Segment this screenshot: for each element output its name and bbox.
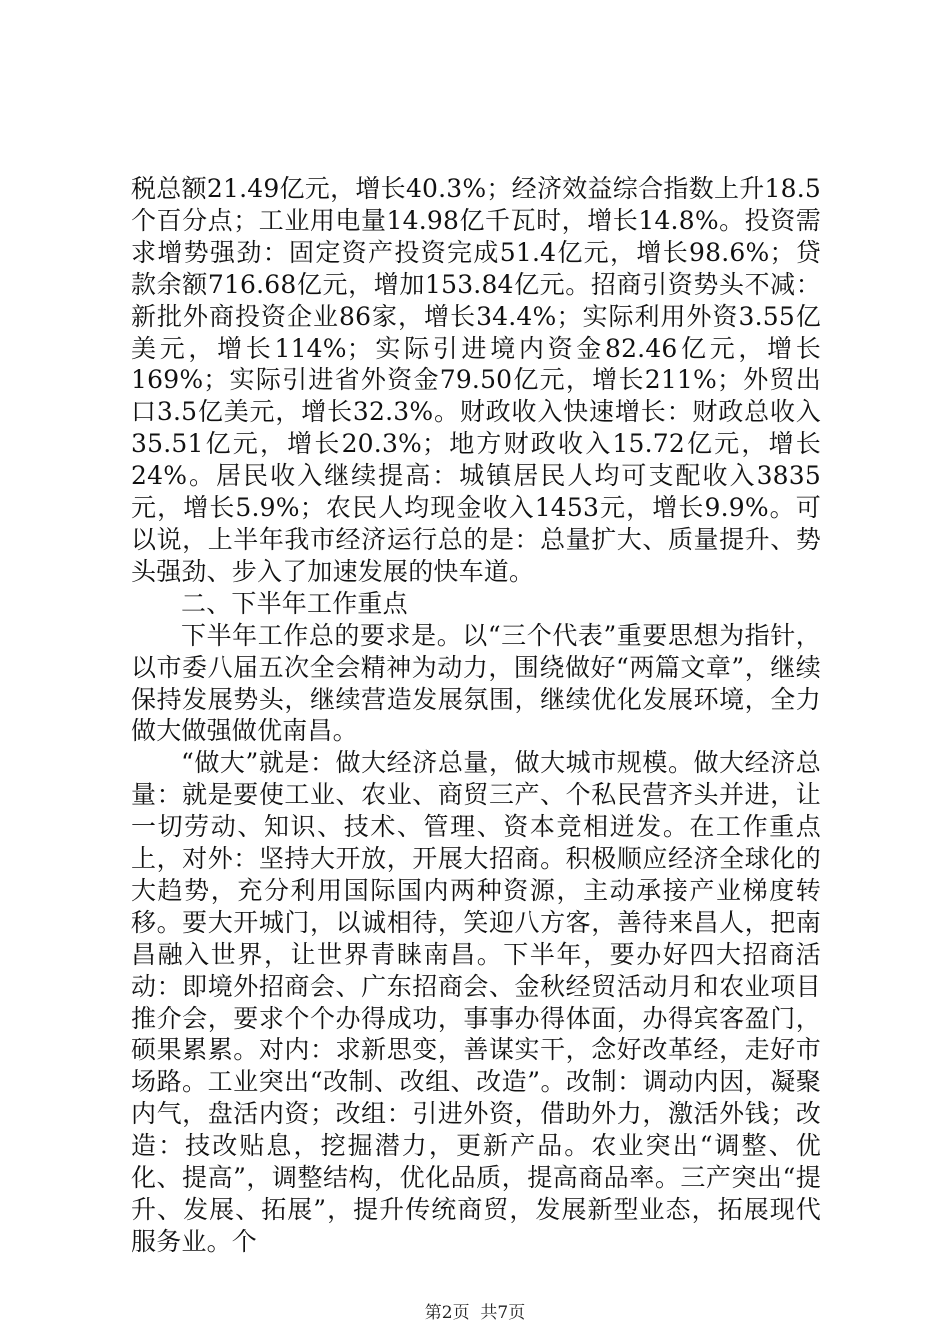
section-heading-second-half-priorities: 二、下半年工作重点 <box>181 588 408 618</box>
page-footer: 第2页 共7页 <box>424 1303 526 1323</box>
body-text <box>131 173 821 1258</box>
paragraph-general-requirements: 下半年工作总的要求是。以“三个代表”重要思想为指针，以市委八届五次全会精神为动力，围绕做好“两篇文章”，继续保持发展势头，继续营造发展氛围，继续优化发展环境，全力做大做强做优南昌。 <box>131 620 821 746</box>
paragraph-economic-results: 税总额21.49亿元，增长40.3%；经济效益综合指数上升18.5个百分点；工业用电量14.98亿千瓦时，增长14.8%。投资需求增势强劲：固定资产投资完成51.4亿元，增长98.6%；贷款余额716.68亿元，增加153.84亿元。招商引资势头不减：新批外商投资企业86家，增长34.4%；实际利用外资3.55亿美元，增长114%；实际引进境内资金82.46亿元，增长169%；实际引进省外资金79.50亿元，增长211%；外贸出口3.5亿美元，增长32.3%。财政收入快速增长：财政总收入35.51亿元，增长20.3%；地方财政收入15.72亿元，增长24%。居民收入继续提高：城镇居民人均可支配收入3835元，增长5.9%；农民人均现金收入1453元，增长9.9%。可以说，上半年我市经济运行总的是：总量扩大、质量提升、势头强劲、步入了加速发展的快车道。 <box>131 174 821 586</box>
paragraph-make-bigger: “做大”就是：做大经济总量，做大城市规模。做大经济总量：就是要使工业、农业、商贸三产、个私民营齐头并进，让一切劳动、知识、技术、管理、资本竞相迸发。在工作重点上，对外：坚持大开放，开展大招商。积极顺应经济全球化的大趋势，充分利用国际国内两种资源，主动承接产业梯度转移。要大开城门，以诚相待，笑迎八方客，善待来昌人，把南昌融入世界，让世界青睐南昌。下半年，要办好四大招商活动：即境外招商会、广东招商会、金秋经贸活动月和农业项目推介会，要求个个办得成功，事事办得体面，办得宾客盈门，硕果累累。对内：求新思变，善谋实干，念好改革经，走好市场路。工业突出“改制、改组、改造”。改制：调动内因，凝聚内气，盘活内资；改组：引进外资，借助外力，激活外钱；改造：技改贴息，挖掘潜力，更新产品。农业突出“调整、优化、提高”，调整结构，优化品质，提高商品率。三产突出“提升、发展、拓展”，提升传统商贸，发展新型业态，拓展现代服务业。个 <box>131 748 821 1256</box>
